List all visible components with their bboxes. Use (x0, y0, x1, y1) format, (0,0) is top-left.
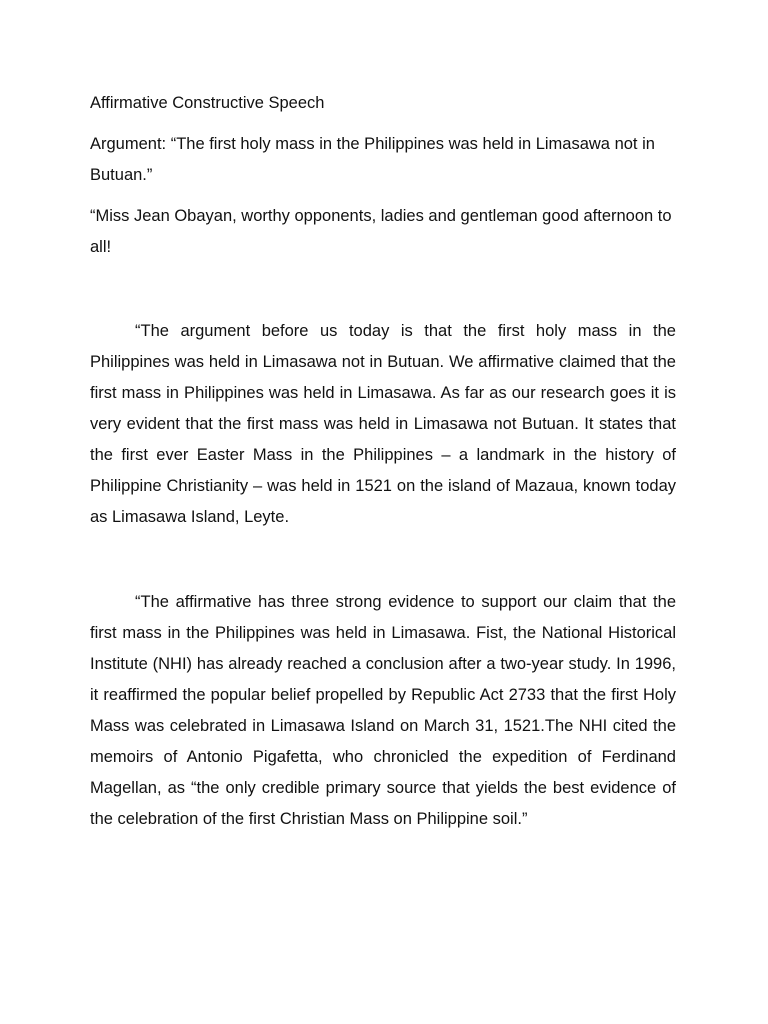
body-paragraph-2: “The affirmative has three strong evidence to support our claim that the first mass in the Philippines was held in Limasawa. Fist, the National Historical Institute (NHI) has already reached a conclusion after a two-year study. In 1996, it reaffirmed the popular belief propelled by Republic Act 2733 that the first Holy Mass was celebrated in Limasawa Island on March 31, 1521.The NHI cited the memoirs of Antonio Pigafetta, who chronicled the expedition of Ferdinand Magellan, as “the only credible primary source that yields the best evidence of the celebration of the first Christian Mass on Philippine soil.” (90, 593, 676, 828)
salutation-line: “Miss Jean Obayan, worthy opponents, ladies and gentleman good afternoon to all! (90, 207, 672, 256)
argument-statement: Argument: “The first holy mass in the Philippines was held in Limasawa not in Butuan.” (90, 135, 655, 184)
document-title: Affirmative Constructive Speech (90, 94, 325, 112)
body-paragraph-1: “The argument before us today is that the first holy mass in the Philippines was held in Limasawa not in Butuan. We affirmative claimed that the first mass in Philippines was held in Limasawa. As far as our research goes it is very evident that the first mass was held in Limasawa not Butuan. It states that the first ever Easter Mass in the Philippines – a landmark in the history of Philippine Christianity – was held in 1521 on the island of Mazaua, known today as Limasawa Island, Leyte. (90, 322, 676, 526)
